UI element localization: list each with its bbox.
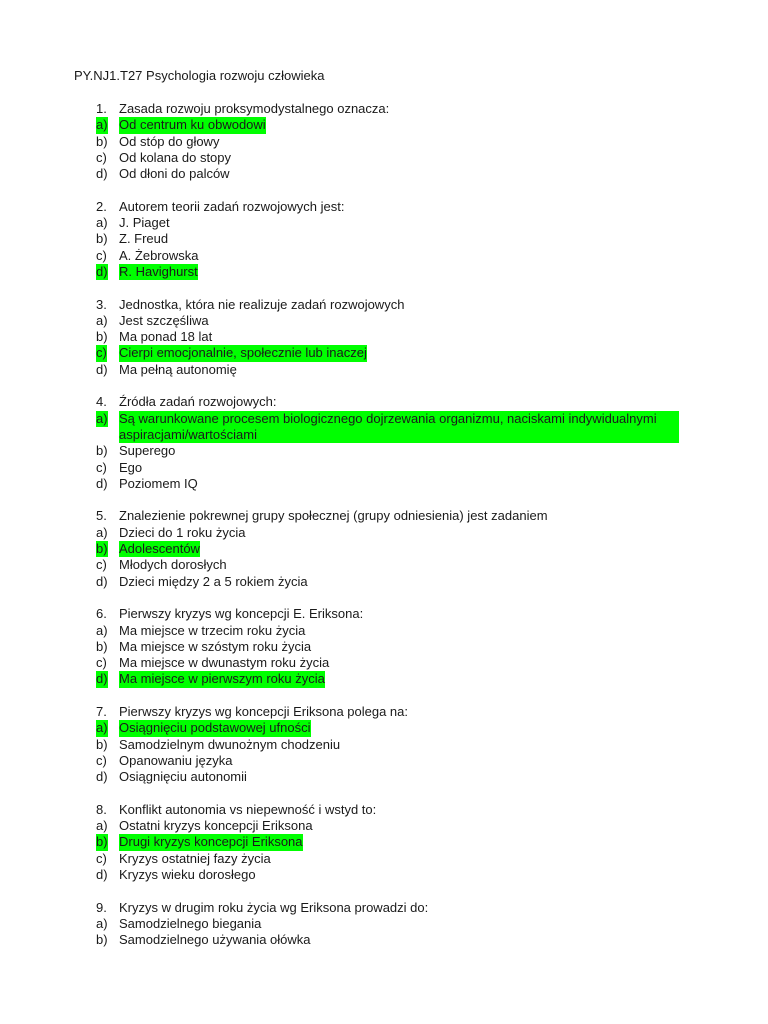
answer-letter: d) bbox=[96, 573, 108, 589]
answer-option bbox=[0, 557, 768, 573]
answer-letter: b) bbox=[96, 231, 108, 247]
answer-text: Jest szczęśliwa bbox=[119, 312, 209, 328]
answer-option bbox=[0, 769, 768, 785]
answer-letter: a) bbox=[96, 915, 108, 931]
answer-letter: c) bbox=[96, 752, 107, 768]
answer-text: Cierpi emocjonalnie, społecznie lub inaczej bbox=[119, 345, 367, 361]
answer-letter: d) bbox=[96, 475, 108, 491]
answer-text: Od stóp do głowy bbox=[119, 133, 220, 149]
answer-text: Osiągnięciu podstawowej ufności bbox=[119, 720, 311, 736]
question-line bbox=[0, 394, 768, 410]
answer-option bbox=[0, 655, 768, 671]
answer-option bbox=[0, 134, 768, 150]
answer-text-line1: Są warunkowane procesem biologicznego dojrzewania organizmu, naciskami indywidualnymi bbox=[119, 410, 657, 426]
answer-letter: a) bbox=[96, 117, 108, 133]
question-text: Zasada rozwoju proksymodystalnego oznacza: bbox=[119, 101, 390, 116]
question-text: Znalezienie pokrewnej grupy społecznej (grupy odniesienia) jest zadaniem bbox=[119, 508, 548, 524]
answer-option bbox=[0, 313, 768, 329]
question-number: 8. bbox=[96, 801, 107, 817]
answer-letter: b) bbox=[96, 541, 108, 557]
question-5 bbox=[0, 508, 768, 589]
answer-option-correct bbox=[0, 411, 768, 444]
question-line bbox=[0, 704, 768, 720]
question-line bbox=[0, 508, 768, 524]
answer-letter: d) bbox=[96, 166, 108, 182]
answer-option bbox=[0, 215, 768, 231]
answer-letter: b) bbox=[96, 443, 108, 459]
answer-text: Drugi kryzys koncepcji Eriksona bbox=[119, 834, 303, 850]
answer-letter: a) bbox=[96, 215, 108, 231]
answer-letter: d) bbox=[96, 361, 108, 377]
question-list bbox=[0, 101, 768, 965]
answer-text: J. Piaget bbox=[119, 215, 170, 231]
answer-text: Dzieci do 1 roku życia bbox=[119, 524, 246, 540]
answer-letter: a) bbox=[96, 312, 108, 328]
answer-letter: a) bbox=[96, 818, 108, 834]
answer-text: Ma miejsce w szóstym roku życia bbox=[119, 638, 312, 654]
question-number: 1. bbox=[96, 101, 107, 116]
question-line bbox=[0, 199, 768, 215]
answer-option-correct bbox=[0, 264, 768, 280]
question-text: Kryzys w drugim roku życia wg Eriksona prowadzi do: bbox=[119, 899, 429, 915]
answer-text: Ma pełną autonomię bbox=[119, 361, 237, 377]
question-line bbox=[0, 900, 768, 916]
answer-option-correct bbox=[0, 671, 768, 687]
answer-text: Samodzielnego używania ołówka bbox=[119, 932, 311, 948]
answer-text: Dzieci między 2 a 5 rokiem życia bbox=[119, 573, 308, 589]
answer-letter: d) bbox=[96, 263, 108, 279]
answer-option-correct bbox=[0, 541, 768, 557]
answer-letter: b) bbox=[96, 133, 108, 149]
answer-letter: b) bbox=[96, 736, 108, 752]
answer-letter: d) bbox=[96, 866, 108, 882]
answer-option bbox=[0, 166, 768, 182]
answer-letter: a) bbox=[96, 720, 108, 736]
question-line bbox=[0, 802, 768, 818]
answer-text: Kryzys wieku dorosłego bbox=[119, 866, 256, 882]
answer-letter: c) bbox=[96, 459, 107, 475]
answer-option bbox=[0, 525, 768, 541]
answer-letter: d) bbox=[96, 769, 108, 785]
question-number: 3. bbox=[96, 296, 107, 312]
answer-option-correct bbox=[0, 117, 768, 133]
answer-option bbox=[0, 623, 768, 639]
question-line bbox=[0, 101, 768, 117]
answer-option bbox=[0, 932, 768, 948]
answer-text: Osiągnięciu autonomii bbox=[119, 769, 247, 785]
answer-option bbox=[0, 818, 768, 834]
answer-text-line2: aspiracjami/wartościami bbox=[119, 426, 257, 442]
answer-text: Ostatni kryzys koncepcji Eriksona bbox=[119, 818, 313, 834]
question-number: 5. bbox=[96, 508, 107, 524]
answer-text: Poziomem IQ bbox=[119, 475, 198, 491]
answer-text: Ma miejsce w dwunastym roku życia bbox=[119, 655, 330, 671]
question-7 bbox=[0, 704, 768, 785]
question-2 bbox=[0, 199, 768, 280]
question-number: 4. bbox=[96, 394, 107, 410]
answer-text: Adolescentów bbox=[119, 541, 200, 557]
answer-text: Ma miejsce w trzecim roku życia bbox=[119, 622, 306, 638]
answer-letter: a) bbox=[96, 622, 108, 638]
answer-option bbox=[0, 150, 768, 166]
answer-letter: b) bbox=[96, 329, 108, 345]
question-text: Pierwszy kryzys wg koncepcji E. Eriksona: bbox=[119, 606, 364, 622]
answer-letter: c) bbox=[96, 345, 107, 361]
question-text: Autorem teorii zadań rozwojowych jest: bbox=[119, 198, 345, 214]
answer-letter: b) bbox=[96, 932, 108, 948]
answer-text: Od kolana do stopy bbox=[119, 149, 232, 165]
question-line bbox=[0, 297, 768, 313]
answer-option bbox=[0, 916, 768, 932]
answer-text: Z. Freud bbox=[119, 231, 169, 247]
answer-option bbox=[0, 753, 768, 769]
question-1 bbox=[0, 101, 768, 182]
question-line bbox=[0, 606, 768, 622]
question-9 bbox=[0, 900, 768, 949]
answer-option bbox=[0, 248, 768, 264]
answer-option-correct bbox=[0, 834, 768, 850]
question-number: 7. bbox=[96, 703, 107, 719]
answer-letter: c) bbox=[96, 247, 107, 263]
answer-option bbox=[0, 737, 768, 753]
question-6 bbox=[0, 606, 768, 687]
answer-letter: c) bbox=[96, 655, 107, 671]
question-number: 9. bbox=[96, 899, 107, 915]
question-text: Jednostka, która nie realizuje zadań rozwojowych bbox=[119, 296, 405, 312]
answer-text: Młodych dorosłych bbox=[119, 557, 227, 573]
question-4 bbox=[0, 394, 768, 492]
answer-text: Od centrum ku obwodowi bbox=[119, 117, 266, 133]
question-3 bbox=[0, 297, 768, 378]
question-8 bbox=[0, 802, 768, 883]
question-text: Źródła zadań rozwojowych: bbox=[119, 394, 277, 410]
answer-letter: b) bbox=[96, 638, 108, 654]
answer-text: Od dłoni do palców bbox=[119, 166, 230, 182]
answer-option bbox=[0, 476, 768, 492]
answer-text: Kryzys ostatniej fazy życia bbox=[119, 850, 271, 866]
answer-option bbox=[0, 362, 768, 378]
answer-letter: c) bbox=[96, 850, 107, 866]
question-number: 6. bbox=[96, 606, 107, 622]
answer-letter: c) bbox=[96, 149, 107, 165]
answer-letter: d) bbox=[96, 671, 108, 687]
answer-option bbox=[0, 867, 768, 883]
answer-text: Ma miejsce w pierwszym roku życia bbox=[119, 671, 325, 687]
answer-option bbox=[0, 574, 768, 590]
answer-option-correct bbox=[0, 720, 768, 736]
answer-text: Ego bbox=[119, 459, 143, 475]
answer-option bbox=[0, 329, 768, 345]
answer-option bbox=[0, 851, 768, 867]
answer-text: Opanowaniu języka bbox=[119, 752, 233, 768]
answer-option bbox=[0, 443, 768, 459]
answer-letter: c) bbox=[96, 557, 107, 573]
answer-text bbox=[119, 411, 679, 444]
question-text: Pierwszy kryzys wg koncepcji Eriksona polega na: bbox=[119, 703, 409, 719]
question-text: Konflikt autonomia vs niepewność i wstyd to: bbox=[119, 801, 377, 817]
answer-text: R. Havighurst bbox=[119, 263, 198, 279]
answer-text: Superego bbox=[119, 443, 176, 459]
question-number: 2. bbox=[96, 198, 107, 214]
answer-text: Ma ponad 18 lat bbox=[119, 329, 213, 345]
answer-text: Samodzielnym dwunożnym chodzeniu bbox=[119, 736, 341, 752]
answer-option-correct bbox=[0, 345, 768, 361]
answer-option bbox=[0, 231, 768, 247]
answer-letter: a) bbox=[96, 410, 108, 426]
document-title: PY.NJ1.T27 Psychologia rozwoju człowieka bbox=[74, 68, 325, 83]
answer-letter: a) bbox=[96, 524, 108, 540]
answer-option bbox=[0, 639, 768, 655]
answer-option bbox=[0, 460, 768, 476]
answer-text: A. Żebrowska bbox=[119, 247, 199, 263]
answer-text: Samodzielnego biegania bbox=[119, 915, 262, 931]
answer-letter: b) bbox=[96, 834, 108, 850]
